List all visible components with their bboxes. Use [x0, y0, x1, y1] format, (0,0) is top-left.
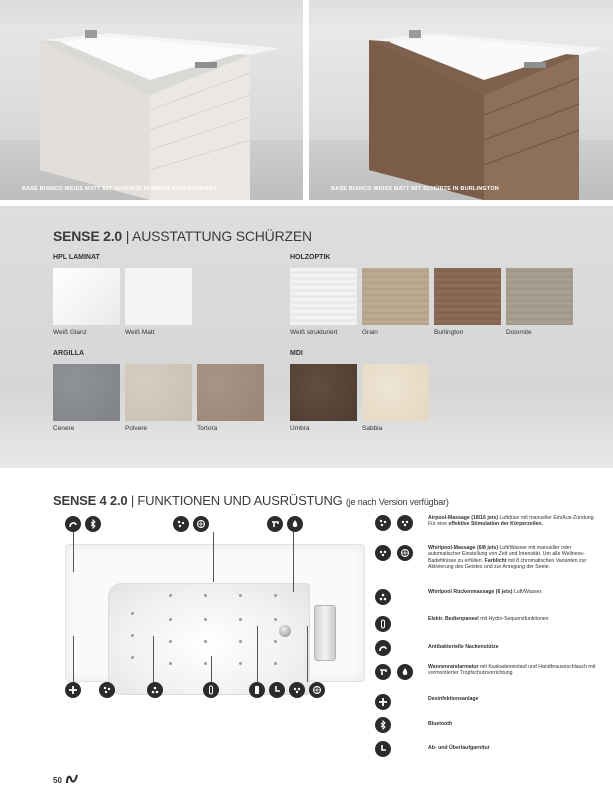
airpool-legend-icon-2	[397, 515, 413, 531]
swatch-grain	[362, 268, 429, 325]
swatch-label-weiss-glanz: Weiß Glanz	[53, 329, 87, 336]
bluetooth-legend-icon	[375, 717, 391, 733]
swatch-label-weiss-strukturiert: Weiß strukturiert	[290, 329, 338, 336]
pointer-line	[293, 532, 294, 592]
bluetooth-icon	[85, 516, 101, 532]
legend-bluetooth	[375, 717, 600, 735]
features-title-small: (je nach Version verfügbar)	[346, 497, 449, 507]
group-label-mdi: MDI	[290, 350, 303, 357]
overflow-legend-icon	[375, 694, 391, 710]
faucet-icon	[267, 516, 283, 532]
page-number: 50	[53, 776, 62, 785]
swatch-label-umbra: Umbra	[290, 425, 310, 432]
legend-back-massage	[375, 589, 600, 609]
group-label-hpl: HPL LAMINAT	[53, 254, 100, 261]
swatch-dolomite	[506, 268, 573, 325]
apron-title	[53, 228, 312, 244]
group-label-holz: HOLZOPTIK	[290, 254, 331, 261]
whirlpool-bottom-icon	[309, 682, 325, 698]
apron-options-panel	[0, 206, 613, 468]
legend-text-electronic-panel: Elektr. Bedienpaneel mit Hydro-Sequenzfunktionen	[428, 616, 549, 622]
bathtub-diagram	[53, 516, 353, 708]
neck-rest-legend-icon	[375, 640, 391, 656]
pointer-line	[153, 636, 154, 682]
group-label-argilla: ARGILLA	[53, 350, 85, 357]
back-massage-legend-icon	[375, 589, 391, 605]
airpool-bottom-icon	[99, 682, 115, 698]
bathtub-shell	[65, 544, 365, 682]
overflow-icon	[65, 682, 81, 698]
legend-text-overflow: Ab- und Überlaufgarnitur	[428, 745, 490, 751]
legend-airpool	[375, 515, 600, 545]
airpool-legend-icon	[375, 515, 391, 531]
electronic-panel-legend-icon	[375, 616, 391, 632]
whirlpool-icon	[193, 516, 209, 532]
whirlpool-legend-icon	[375, 545, 391, 561]
pointer-line	[307, 626, 308, 682]
legend-electronic-panel	[375, 616, 600, 636]
pointer-line	[211, 656, 212, 682]
bathtub-white-illustration	[0, 0, 303, 200]
swatch-label-tortora: Tortora	[197, 425, 218, 432]
photo-caption-right: BASE BIANCO WEISS MATT MIT SCHÜRZE IN BURLINGTON	[331, 186, 499, 192]
legend-overflow	[375, 741, 600, 759]
swatch-label-weiss-matt: Weiß Matt	[125, 329, 155, 336]
features-title-rest: | FUNKTIONEN UND AUSRÜSTUNG	[127, 493, 346, 508]
disinfection-icon	[287, 516, 303, 532]
swatch-weiss-matt	[125, 268, 192, 325]
swatch-tortora	[197, 364, 264, 421]
swatch-label-cenere: Cenere	[53, 425, 75, 432]
airpool-whirlpool-bottom-icon	[289, 682, 305, 698]
drain-legend-icon	[375, 741, 391, 757]
control-panel-unit	[314, 605, 336, 661]
legend-text-faucet: Wannenrandarmatur mit Kaskadeneinlauf und Handbrauseschlauch mit vormontierter Tropfschutzvorrichtung	[428, 664, 596, 677]
faucet-legend-icon	[375, 664, 391, 680]
swatch-weiss-strukturiert	[290, 268, 357, 325]
apron-title-bold: SENSE 2.0	[53, 228, 123, 244]
legend-faucet	[375, 664, 600, 692]
photo-caption-left: BASE BIANCO WEISS MATT MIT SCHÜRZE IN WEISS STRUKTURIERT	[22, 186, 218, 192]
disinfection-legend-icon	[397, 664, 413, 680]
features-title	[53, 493, 449, 508]
legend-text-bluetooth: Bluetooth	[428, 721, 453, 727]
legend-text-airpool: Airpool-Massage (18/16 jets) Luftdüse mit manueller Ein/Aus-Zündung. Für eine effektive Stimulation der Körperzellen.	[428, 515, 595, 528]
swatch-polvere	[125, 364, 192, 421]
pointer-line	[213, 532, 214, 582]
swatch-umbra	[290, 364, 357, 421]
electronic-panel-icon	[249, 682, 265, 698]
pointer-line	[257, 626, 258, 682]
bathtub-basin	[108, 583, 310, 695]
control-knob	[279, 625, 291, 637]
swatch-label-burlington: Burlington	[434, 329, 464, 336]
back-massage-icon	[147, 682, 163, 698]
bathtub-wood-illustration	[309, 0, 613, 200]
swatch-label-sabbia: Sabbia	[362, 425, 383, 432]
airpool-icon	[173, 516, 189, 532]
swatch-label-polvere: Polvere	[125, 425, 148, 432]
brand-logo-icon	[66, 773, 78, 785]
legend-text-whirlpool: Whirlpool-Massage (6/8 jets) Luft/Wasser mit manueller oder automatischer Einstellung von Zeit und Intensität. Um alle Wellness-Badefitnisse zu erfüllen. Farblicht mit 8 chromatischen Varianten zur Aktivierung des Geistes und zur Anregung der Seele.	[428, 545, 587, 570]
swatch-label-dolomite: Dolomite	[506, 329, 532, 336]
swatch-weiss-glanz	[53, 268, 120, 325]
whirlpool-legend-icon-2	[397, 545, 413, 561]
swatch-sabbia	[362, 364, 429, 421]
drain-icon	[269, 682, 285, 698]
legend-text-disinfection: Desinfektionsanlage	[428, 696, 479, 702]
pointer-line	[73, 532, 74, 572]
apron-title-rest: | AUSSTATTUNG SCHÜRZEN	[122, 228, 312, 244]
legend-disinfection	[375, 694, 600, 712]
pointer-line	[73, 636, 74, 682]
features-title-bold: SENSE 4 2.0	[53, 493, 128, 508]
neck-rest-icon	[65, 516, 81, 532]
photo-bathtub-burlington	[309, 0, 613, 200]
legend-neck-rest	[375, 640, 600, 660]
photo-bathtub-white	[0, 0, 303, 200]
legend-text-back-massage: Whirlpool Rückenmassage (6 jets) Luft/Wasser.	[428, 589, 543, 595]
neck-cushion-icon	[203, 682, 219, 698]
swatch-label-grain: Grain	[362, 329, 378, 336]
swatch-burlington	[434, 268, 501, 325]
legend-whirlpool	[375, 545, 600, 587]
legend-text-neck-rest: Antibakterielle Nackenstütze	[428, 644, 499, 650]
swatch-cenere	[53, 364, 120, 421]
